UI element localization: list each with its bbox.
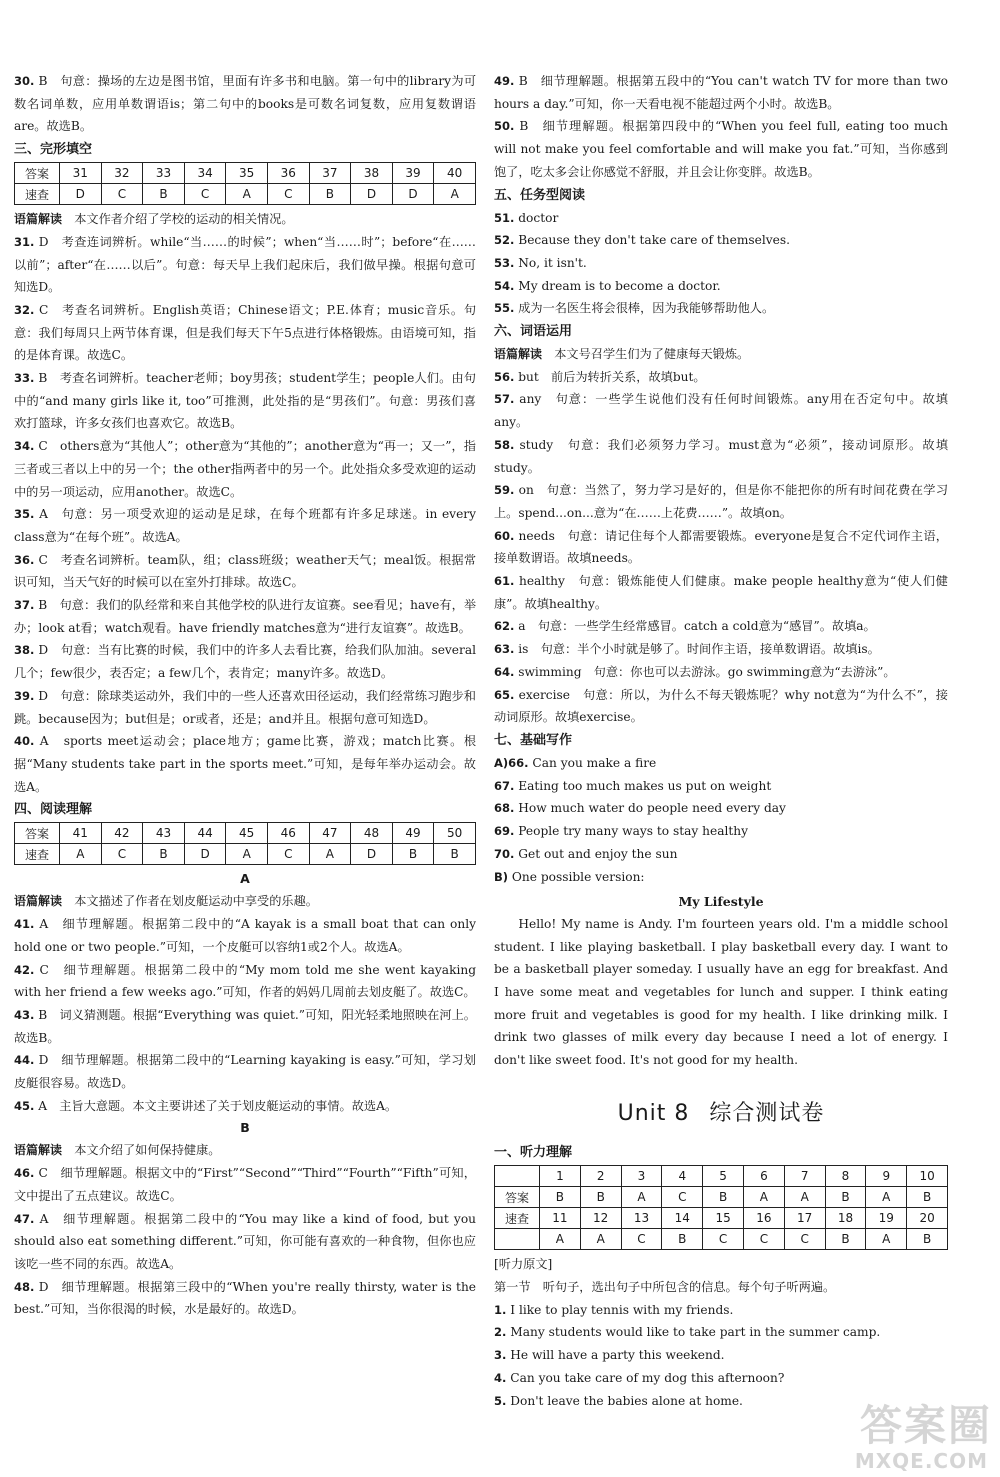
item-number: 61. <box>494 574 515 589</box>
answer-cell: A <box>540 1229 581 1250</box>
answer-cell: B <box>392 844 434 865</box>
question-number: 49 <box>392 823 434 844</box>
answer-item <box>494 752 948 775</box>
item-number: 39. <box>14 688 35 703</box>
question-number: 5 <box>703 1166 744 1187</box>
answer-cell: B <box>143 844 185 865</box>
watermark-url: MXQE.COM <box>854 1449 988 1473</box>
item-text: swimming 句意：你也可以去游泳。go swimming意为“去游泳”。 <box>518 664 896 679</box>
answer-table-cloze <box>14 162 476 205</box>
item-text: C others意为“其他人”；other意为“其他的”；another意为“再一；又一”，指三者或三者以上中的另一个；the other指两者中的另一个。此处指众多受欢迎的运动中的另一项运动，应用another。故选C。 <box>14 439 476 499</box>
answer-item <box>494 570 948 615</box>
answer-row <box>495 1208 948 1229</box>
table-label: 速查 <box>495 1208 540 1229</box>
question-number: 34 <box>184 163 226 184</box>
answer-row <box>495 1229 948 1250</box>
item-number: 59. <box>494 483 515 498</box>
item-text: A 主旨大意题。本文主要讲述了关于划皮艇运动的事情。故选A。 <box>38 1098 398 1113</box>
item-text: B 句意：操场的左边是图书馆，里面有许多书和电脑。第一句中的library为可数名词单数，应用单数谓语is；第二句中的books是可数名词复数，应用复数谓语are。故选B。 <box>14 74 477 134</box>
question-number: 37 <box>309 163 351 184</box>
item-number: 57. <box>494 392 515 407</box>
passage-note <box>494 343 948 366</box>
answer-item <box>14 367 476 435</box>
answer-cell: C <box>267 184 309 205</box>
item-text: No, it isn't. <box>518 255 587 270</box>
left-column <box>14 70 476 1321</box>
note-label: 语篇解读 <box>14 212 63 227</box>
answer-cell: D <box>351 844 393 865</box>
item-text: C 考查名词辨析。English英语；Chinese语文；P.E.体育；music音乐。句意：我们每周只上两节体育课，但是我们每天下午5点进行体格锻炼。由语境可知，指的是体育课。故选C。 <box>14 302 477 363</box>
answer-item <box>494 1276 948 1299</box>
answer-cell: C <box>784 1229 825 1250</box>
item-number: 40. <box>14 734 35 749</box>
answer-cell: D <box>184 844 226 865</box>
table-label: 速查 <box>15 844 60 865</box>
item-number: 34. <box>14 439 35 454</box>
answer-item <box>14 1276 476 1321</box>
item-text: D 句意：当有比赛的时候，我们中的许多人去看比赛，给我们队加油。several几个；few很少，表否定；a few几个，表肯定；many许多。故选D。 <box>14 643 476 681</box>
answer-item <box>14 299 476 367</box>
answer-item <box>14 913 476 958</box>
item-number: 5. <box>494 1393 507 1408</box>
item-text: D 句意：除球类运动外，我们中的一些人还喜欢田径运动，我们经常练习跑步和跳。because因为；but但是；or或者，还是；and并且。根据句意可知选D。 <box>14 688 476 726</box>
passage-note <box>14 890 476 913</box>
answer-item <box>14 549 476 594</box>
answer-item <box>494 866 948 889</box>
watermark-logo: 答案圈 <box>859 1401 992 1450</box>
answer-cell: A <box>309 844 351 865</box>
item-number: 30. <box>14 74 35 88</box>
answer-item <box>14 1095 476 1118</box>
answer-item <box>14 231 476 299</box>
question-number: 20 <box>907 1208 948 1229</box>
item-number: 54. <box>494 278 515 293</box>
item-text: B 细节理解题。根据第四段中的“When you feel full, eating too much will not make you feel comfortable and will make you fat.”可知，当你感到饱了，吃太多会让你感觉不舒服，并且会让你变胖。故选B。 <box>494 119 948 179</box>
section-heading: 六、词语运用 <box>494 324 573 340</box>
answer-row <box>495 1166 948 1187</box>
question-number: 45 <box>226 823 268 844</box>
item-number: 55. <box>494 301 515 316</box>
item-text: D 细节理解题。根据第三段中的“When you're really thirsty, water is the best.”可知，当你很渴的时候，水是最好的。故选D。 <box>14 1279 477 1317</box>
unit-title <box>494 1097 948 1131</box>
answer-item <box>494 1299 948 1322</box>
answer-cell: C <box>662 1187 703 1208</box>
item-text: study 句意：我们必须努力学习。must意为“必须”，接动词原形。故填study。 <box>494 437 949 475</box>
item-number: 46. <box>14 1166 35 1181</box>
table-label: 速查 <box>15 184 60 205</box>
item-text: a 句意：一些学生经常感冒。catch a cold意为“感冒”。故填a。 <box>518 619 876 634</box>
section-heading: 七、基础写作 <box>494 732 573 748</box>
question-number: 38 <box>351 163 393 184</box>
answer-item <box>14 959 476 1004</box>
note-text: 本文介绍了如何保持健康。 <box>62 1143 221 1158</box>
answer-item <box>494 1367 948 1390</box>
answer-item <box>14 1208 476 1276</box>
item-text: How much water do people need every day <box>518 801 786 816</box>
question-number: 31 <box>60 163 102 184</box>
answer-cell: C <box>101 184 143 205</box>
item-text: C 考查名词辨析。team队，组；class班级；weather天气；meal饭。根据常识可知，当天气好的时候可以在室外打排球。故选C。 <box>14 552 477 590</box>
item-number: 51. <box>494 210 515 225</box>
table-label: 答案 <box>15 163 60 184</box>
item-number: 50. <box>494 119 515 134</box>
answer-cell: B <box>143 184 185 205</box>
note-text: 本文描述了作者在划皮艇运动中享受的乐趣。 <box>62 894 318 909</box>
question-number: 10 <box>907 1166 948 1187</box>
answer-cell: B <box>540 1187 581 1208</box>
question-number: 1 <box>540 1166 581 1187</box>
answer-item <box>494 366 948 389</box>
item-text: healthy 句意：锻炼能使人们健康。make people healthy意为“使人们健康”。故填healthy。 <box>494 574 948 611</box>
item-text: D 细节理解题。根据第二段中的“Learning kayaking is easy.”可知，学习划皮艇很容易。故选D。 <box>14 1053 476 1091</box>
question-number: 9 <box>866 1166 907 1187</box>
item-number: 53. <box>494 255 515 270</box>
answer-table-reading <box>14 822 476 865</box>
answer-item <box>494 115 948 183</box>
answer-cell: B <box>309 184 351 205</box>
item-text: C 细节理解题。根据第二段中的“My mom told me she went kayaking with her friend a few weeks ago.”可知，作者的妈妈几周前去划皮艇了。故选C。 <box>14 962 477 1000</box>
item-text: B 词义猜测题。根据“Everything was quiet.”可知，阳光轻柔地照映在河上。故选B。 <box>14 1007 476 1045</box>
answer-row <box>15 163 476 184</box>
item-text: Because they don't take care of themselves. <box>518 233 790 248</box>
answer-cell: B <box>434 844 476 865</box>
item-number: 37. <box>14 598 35 613</box>
question-number: 42 <box>101 823 143 844</box>
answer-item <box>494 638 948 661</box>
section-heading: 四、阅读理解 <box>14 802 93 818</box>
item-text: is 句意：半个小时就是够了。时间作主语，接单数谓语。故填is。 <box>518 642 880 657</box>
answer-row <box>15 844 476 865</box>
item-text: I like to play tennis with my friends. <box>510 1302 734 1317</box>
question-number: 16 <box>743 1208 784 1229</box>
note-label: 语篇解读 <box>14 894 63 909</box>
unit-number: Unit 8 <box>617 1101 690 1127</box>
answer-cell: A <box>580 1229 621 1250</box>
item-text: A sports meet运动会；place地方；game比赛，游戏；match比赛。根据“Many students take part in the sports meet.”可知，是每年举办运动会。故选A。 <box>14 734 477 794</box>
question-number: 41 <box>60 823 102 844</box>
question-number: 13 <box>621 1208 662 1229</box>
answer-item <box>14 1162 476 1207</box>
item-text: on 句意：当然了，努力学习是好的，但是你不能把你的所有时间花费在学习上。spend...on...意为“在……上花费……”。故填on。 <box>494 483 949 520</box>
answer-cell: B <box>825 1187 866 1208</box>
answer-cell: C <box>267 844 309 865</box>
item-number: 69. <box>494 824 515 839</box>
passage-label: A <box>240 871 250 887</box>
answer-cell: A <box>434 184 476 205</box>
essay-body: Hello! My name is Andy. I'm fourteen years old. I'm a middle school student. I like playing basketball. I play basketball every day. I want to be a basketball player someday. I usually have an egg for breakfast. And I have some meat and vegetables for lunch and supper. I think eating more fruit and vegetables is good for my health. I like drinking milk. I drink two glasses of milk every day because I need a lot of energy. I don't like sweet food. It's not good for my health. <box>494 917 948 1067</box>
answer-row <box>15 184 476 205</box>
item-number: 4. <box>494 1370 507 1385</box>
item-number: 32. <box>14 302 35 317</box>
item-text: B 细节理解题。根据第五段中的“You can't watch TV for more than two hours a day.”可知，你一天看电视不能超过两个小时。故选B。 <box>494 74 949 111</box>
question-number: 35 <box>226 163 268 184</box>
answer-item <box>494 70 948 115</box>
answer-item <box>14 1004 476 1049</box>
answer-item <box>14 503 476 548</box>
question-number: 46 <box>267 823 309 844</box>
question-number: 12 <box>580 1208 621 1229</box>
item-number: 58. <box>494 437 515 452</box>
question-number: 2 <box>580 1166 621 1187</box>
answer-item <box>494 479 948 524</box>
answer-item <box>494 525 948 570</box>
section-heading: 五、任务型阅读 <box>494 187 586 203</box>
item-number: 67. <box>494 778 515 793</box>
answer-item <box>14 685 476 730</box>
note-label: 语篇解读 <box>494 347 543 362</box>
answer-cell: A <box>621 1187 662 1208</box>
answer-row <box>15 823 476 844</box>
item-text: Get out and enjoy the sun <box>518 846 678 861</box>
answer-cell: C <box>703 1229 744 1250</box>
answer-item <box>494 797 948 820</box>
item-text: B 考查名词辨析。teacher老师；boy男孩；student学生；people人们。由句中的“and many girls like it, too”可推测，此处指的是“男孩们”。句意：男孩们喜欢打篮球，许多女孩们也喜欢它。故选B。 <box>14 371 476 431</box>
answer-cell: D <box>392 184 434 205</box>
item-text: but 前后为转折关系，故填but。 <box>518 369 706 384</box>
answer-item <box>494 820 948 843</box>
item-text: One possible version: <box>511 869 645 884</box>
item-number: 47. <box>14 1211 35 1226</box>
item-number: 41. <box>14 917 35 932</box>
answer-cell: A <box>60 844 102 865</box>
note-text: 本文号召学生们为了健康每天锻炼。 <box>542 347 750 362</box>
answer-item <box>14 594 476 639</box>
answer-table-listening <box>494 1165 948 1250</box>
item-number: 68. <box>494 801 515 816</box>
item-text: doctor <box>518 210 559 225</box>
answer-item <box>494 388 948 433</box>
answer-item <box>494 297 948 320</box>
item-text: B 句意：我们的队经常和来自其他学校的队进行友谊赛。see看见；have有，举办；look at看；watch观看。have friendly matches意为“进行友谊赛”。故选B。 <box>14 598 477 635</box>
item-number: 42. <box>14 962 35 977</box>
unit-name: 综合测试卷 <box>709 1101 825 1127</box>
question-number: 47 <box>309 823 351 844</box>
item-number: 35. <box>14 507 35 522</box>
item-text: any 句意：一些学生说他们没有任何时间锻炼。any用在否定句中。故填any。 <box>494 392 948 430</box>
answer-item <box>494 615 948 638</box>
answer-item <box>494 775 948 798</box>
item-number: 44. <box>14 1053 35 1068</box>
question-number: 3 <box>621 1166 662 1187</box>
item-number: 64. <box>494 664 515 679</box>
answer-item <box>494 207 948 230</box>
item-number: 31. <box>14 234 35 249</box>
answer-cell: A <box>866 1229 907 1250</box>
question-number: 32 <box>101 163 143 184</box>
item-number: 1. <box>494 1302 507 1317</box>
answer-cell: A <box>866 1187 907 1208</box>
item-text: D 考查连词辨析。while“当……的时候”；when“当……时”；before“在……以前”；after“在……以后”。句意：每天早上我们起床后，我们做早操。根据句意可知选D。 <box>14 234 476 295</box>
answer-item <box>494 843 948 866</box>
section-heading: 一、听力理解 <box>494 1145 573 1161</box>
table-label: 答案 <box>15 823 60 844</box>
question-number: 19 <box>866 1208 907 1229</box>
question-number: 7 <box>784 1166 825 1187</box>
table-label-cell <box>495 1166 540 1187</box>
question-number: 40 <box>434 163 476 184</box>
item-number: 45. <box>14 1098 35 1113</box>
question-number: 15 <box>703 1208 744 1229</box>
item-number: 3. <box>494 1348 507 1363</box>
item-text: People try many ways to stay healthy <box>518 824 749 839</box>
answer-item <box>494 661 948 684</box>
passage-note <box>14 1139 476 1162</box>
answer-cell: D <box>351 184 393 205</box>
answer-item <box>494 1344 948 1367</box>
item-number: 56. <box>494 369 515 384</box>
answer-cell: B <box>703 1187 744 1208</box>
item-text: He will have a party this weekend. <box>510 1348 725 1363</box>
answer-cell: B <box>580 1187 621 1208</box>
question-number: 8 <box>825 1166 866 1187</box>
answer-item <box>14 1049 476 1094</box>
watermark <box>842 1393 992 1473</box>
table-label-cell <box>495 1229 540 1250</box>
answer-item <box>14 70 476 138</box>
answer-item <box>494 434 948 479</box>
answer-item <box>14 730 476 798</box>
answer-item <box>494 684 948 729</box>
question-number: 43 <box>143 823 185 844</box>
item-number: 2. <box>494 1325 507 1340</box>
answer-cell: C <box>101 844 143 865</box>
item-text: A 细节理解题。根据第二段中的“A kayak is a small boat that can only hold one or two people.”可知，一个皮艇可以容纳1或2个人。故选A。 <box>14 917 476 954</box>
passage-note <box>494 1253 948 1276</box>
passage-label: B <box>240 1120 250 1136</box>
question-number: 17 <box>784 1208 825 1229</box>
answer-item <box>494 252 948 275</box>
answer-item <box>494 229 948 252</box>
item-number: 38. <box>14 643 35 658</box>
item-number: 52. <box>494 233 515 248</box>
item-number: A)66. <box>494 755 529 770</box>
item-text: exercise 句意：所以，为什么不每天锻炼呢？why not意为“为什么不”，接动词原形。故填exercise。 <box>494 687 948 725</box>
item-text: Eating too much makes us put on weight <box>518 778 772 793</box>
item-text: Don't leave the babies alone at home. <box>510 1393 743 1408</box>
answer-item <box>494 1321 948 1344</box>
item-number: 60. <box>494 528 515 543</box>
answer-cell: A <box>743 1187 784 1208</box>
answer-cell: A <box>784 1187 825 1208</box>
item-text: A 细节理解题。根据第二段中的“You may like a kind of food, but you should also eat something different.”可知，你可能有喜欢的一种食物，但你也应该吃一些不同的东西。故选A。 <box>14 1211 477 1271</box>
passage-note <box>14 208 476 231</box>
answer-cell: B <box>825 1229 866 1250</box>
answer-cell: C <box>621 1229 662 1250</box>
item-text: Can you take care of my dog this afternoon? <box>510 1370 785 1385</box>
item-number: B) <box>494 869 509 884</box>
note-text: 本文作者介绍了学校的运动的相关情况。 <box>62 212 294 227</box>
right-column <box>494 70 948 1412</box>
question-number: 39 <box>392 163 434 184</box>
item-number: 65. <box>494 687 515 702</box>
item-text: 成为一名医生将会很棒，因为我能够帮助他人。 <box>518 301 775 316</box>
item-text: Can you make a fire <box>532 755 657 770</box>
item-number: 70. <box>494 846 515 861</box>
question-number: 33 <box>143 163 185 184</box>
item-number: 62. <box>494 619 515 634</box>
item-number: 36. <box>14 552 35 567</box>
question-number: 50 <box>434 823 476 844</box>
essay-title: My Lifestyle <box>678 894 764 910</box>
question-number: 4 <box>662 1166 703 1187</box>
item-text: A 句意：另一项受欢迎的运动是足球，在每个班都有许多足球迷。in every class意为“在每个班”。故选A。 <box>14 507 476 544</box>
answer-cell: A <box>226 844 268 865</box>
answer-item <box>14 435 476 503</box>
item-text: My dream is to become a doctor. <box>518 278 721 293</box>
note-text: [听力原文] <box>494 1257 553 1272</box>
answer-item <box>14 639 476 684</box>
answer-cell: D <box>60 184 102 205</box>
item-number: 48. <box>14 1279 35 1294</box>
item-text: C 细节理解题。根据文中的“First”“Second”“Third”“Fourth”“Fifth”可知，文中提出了五点建议。故选C。 <box>14 1166 476 1203</box>
question-number: 44 <box>184 823 226 844</box>
answer-item <box>494 275 948 298</box>
item-number: 49. <box>494 74 515 88</box>
section-heading: 三、完形填空 <box>14 142 93 158</box>
answer-cell: B <box>662 1229 703 1250</box>
question-number: 36 <box>267 163 309 184</box>
answer-row <box>495 1187 948 1208</box>
answer-cell: B <box>907 1229 948 1250</box>
answer-cell: A <box>226 184 268 205</box>
item-text: needs 句意：请记住每个人都需要锻炼。everyone是复合不定代词作主语，接单数谓语。故填needs。 <box>494 528 948 566</box>
question-number: 6 <box>743 1166 784 1187</box>
item-number: 33. <box>14 371 35 386</box>
note-label: 语篇解读 <box>14 1143 63 1158</box>
answer-cell: B <box>907 1187 948 1208</box>
answer-cell: C <box>743 1229 784 1250</box>
question-number: 11 <box>540 1208 581 1229</box>
question-number: 14 <box>662 1208 703 1229</box>
item-number: 63. <box>494 642 515 657</box>
item-text: 第一节 听句子，选出句子中所包含的信息。每个句子听两遍。 <box>494 1280 836 1295</box>
question-number: 18 <box>825 1208 866 1229</box>
item-text: Many students would like to take part in the summer camp. <box>510 1325 881 1340</box>
answer-cell: C <box>184 184 226 205</box>
question-number: 48 <box>351 823 393 844</box>
table-label: 答案 <box>495 1187 540 1208</box>
item-number: 43. <box>14 1007 35 1022</box>
